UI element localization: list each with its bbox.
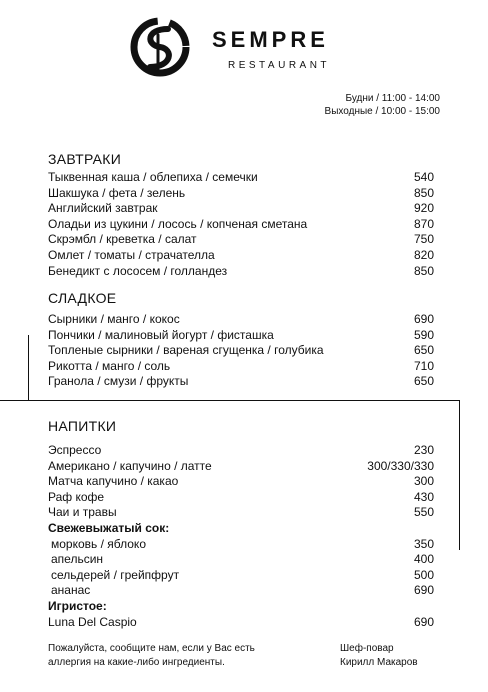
item-name: Тыквенная каша / облепиха / семечки (48, 170, 258, 184)
section-title-sweet: СЛАДКОЕ (48, 290, 117, 306)
menu-item (48, 232, 434, 248)
item-name: Сырники / манго / кокос (48, 312, 180, 326)
item-price: 590 (413, 327, 434, 342)
item-name: Скрэмбл / креветка / салат (48, 232, 197, 247)
item-price: 300 (413, 474, 434, 489)
item-name: Пончики / малиновый йогурт / фисташка (48, 327, 274, 342)
subsection-label: Игристое: (48, 598, 107, 613)
menu-item (48, 583, 434, 599)
item-name: апельсин (51, 552, 104, 567)
menu-item (48, 359, 434, 375)
menu-item (48, 343, 434, 359)
allergy-note-line: аллергия на какие-либо ингредиенты. (48, 657, 225, 668)
menu-item (48, 201, 434, 217)
menu-item (48, 537, 434, 553)
hours-weekends: Выходные / 10:00 - 15:00 (324, 106, 440, 117)
menu-item (48, 474, 434, 490)
allergy-note-line: Пожалуйста, сообщите нам, если у Вас есть (48, 643, 255, 654)
chef-credit (340, 642, 418, 670)
item-price: 550 (413, 505, 434, 520)
item-price: 500 (413, 567, 434, 582)
divider-vertical-right (459, 400, 460, 550)
chef-title: Шеф-повар (340, 643, 394, 654)
brand-name: SEMPRE (212, 27, 329, 52)
item-name: Английский завтрак (48, 201, 158, 216)
item-name: Матча капучино / какао (48, 474, 179, 489)
allergy-note (48, 642, 255, 670)
item-name: Бенедикт с лососем / голландез (48, 263, 228, 278)
brand-subtitle: RESTAURANT (228, 60, 331, 71)
menu-item (48, 374, 434, 390)
menu-item (48, 248, 434, 264)
drinks-list (48, 443, 434, 630)
chef-name: Кирилл Макаров (340, 657, 418, 668)
subsection-title-sparkling (48, 599, 434, 615)
breakfast-list (48, 170, 434, 279)
item-name: Оладьи из цукини / лосось / копченая сметана (48, 216, 308, 231)
item-price: 690 (413, 583, 434, 598)
item-price: 850 (413, 185, 434, 200)
menu-item (48, 264, 434, 280)
item-price: 350 (413, 536, 434, 551)
menu-item (48, 312, 434, 328)
item-name: Топленые сырники / вареная сгущенка / голубика (48, 343, 324, 358)
item-price: 750 (413, 232, 434, 247)
item-price: 820 (413, 247, 434, 262)
menu-item (48, 328, 434, 344)
item-name: Рикотта / манго / соль (48, 358, 171, 373)
menu-item (48, 615, 434, 631)
opening-hours (325, 92, 440, 118)
item-name: Омлет / томаты / страчателла (48, 247, 215, 262)
divider-horizontal (0, 400, 460, 401)
menu-item (48, 170, 434, 186)
item-price: 540 (413, 170, 434, 184)
menu-item (48, 459, 434, 475)
item-price: 300/330/330 (367, 458, 434, 473)
item-name: Американо / капучино / латте (48, 458, 212, 473)
item-price: 650 (413, 374, 434, 389)
menu-item (48, 186, 434, 202)
item-price: 710 (413, 358, 434, 373)
menu-item (48, 505, 434, 521)
subsection-title-juice (48, 521, 434, 537)
menu-item (48, 443, 434, 459)
section-title-drinks: НАПИТКИ (48, 418, 117, 434)
item-price: 690 (413, 312, 434, 326)
item-name: Гранола / смузи / фрукты (48, 374, 189, 389)
item-price: 650 (413, 343, 434, 358)
subsection-label: Свежевыжатый сок: (48, 520, 170, 535)
item-name: Раф кофе (48, 489, 105, 504)
menu-item (48, 552, 434, 568)
divider-vertical-left (28, 335, 29, 401)
item-name: Чаи и травы (48, 505, 117, 520)
item-price: 230 (413, 443, 434, 457)
item-price: 430 (413, 489, 434, 504)
item-price: 870 (413, 216, 434, 231)
hours-weekdays: Будни / 11:00 - 14:00 (345, 93, 440, 104)
item-name: морковь / яблоко (51, 536, 146, 551)
item-price: 920 (413, 201, 434, 216)
item-name: Шакшука / фета / зелень (48, 185, 186, 200)
item-name: ананас (51, 583, 91, 598)
item-name: Эспрессо (48, 443, 102, 457)
menu-item (48, 490, 434, 506)
logo-mark (128, 15, 192, 79)
menu-item (48, 217, 434, 233)
item-price: 690 (413, 614, 434, 629)
item-price: 850 (413, 263, 434, 278)
section-title-breakfast: ЗАВТРАКИ (48, 151, 122, 167)
menu-item (48, 568, 434, 584)
item-name: Luna Del Caspio (48, 614, 137, 629)
sweet-list (48, 312, 434, 390)
item-price: 400 (413, 552, 434, 567)
item-name: сельдерей / грейпфрут (51, 567, 180, 582)
